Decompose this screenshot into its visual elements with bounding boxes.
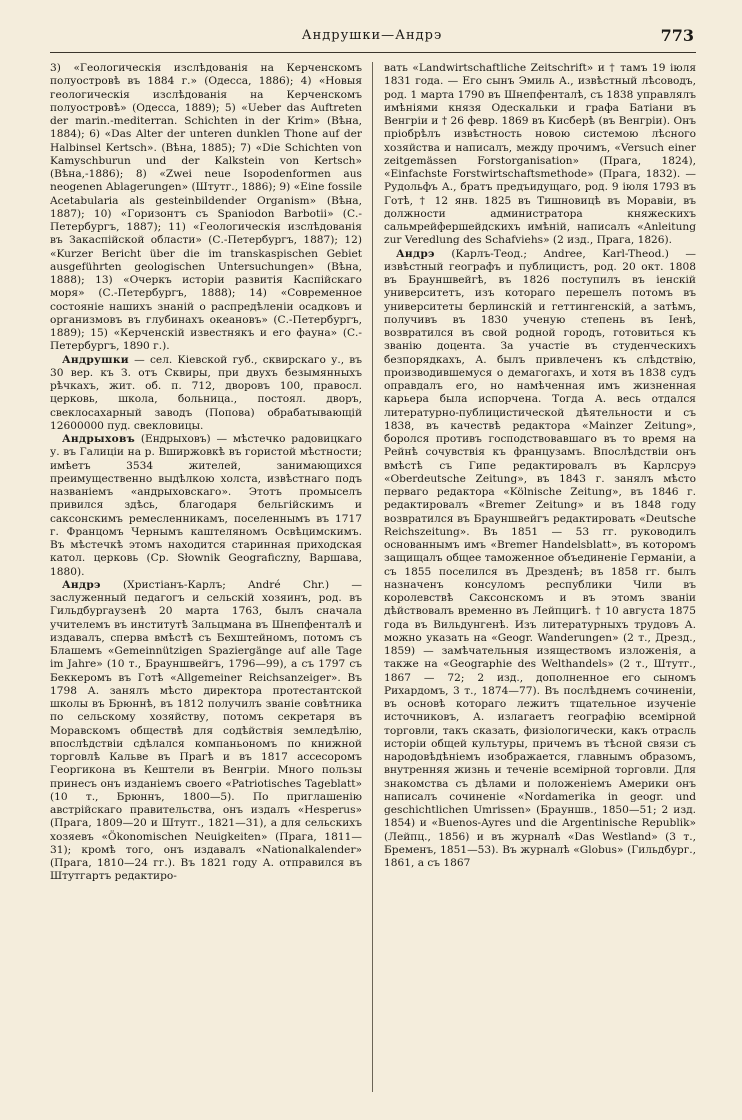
headword: Андрэ [62,578,101,591]
entry-text: — сел. Кіевской губ., сквирскаго у., въ 30 вер. къ З. отъ Сквиры, при двухъ безымянныхъ рѣчкахъ, жит. об. п. 712, дворовъ 100, правосл. церковь, школа, больница., постоял. дворъ, свеклосахарный заводъ (Попова) обрабатывающій 12600000 пуд. свекловицы. [50,353,362,432]
column-divider [372,62,373,1092]
entry-andre-karl [384,248,696,871]
continued-paragraph: 3) «Геологическія изслѣдованія на Керченскомъ полуостровѣ въ 1884 г.» (Одесса, 1886); 4) «Новыя геологическія изслѣдованія на Керченскомъ полуостровѣ» (Одесса, 1889); 5) «Ueber das Auftreten der marin.-mediterran. Schichten in der Krim» (Вѣна, 1884); 6) «Das Alter der unteren dunklen Thone auf der Halbinsel Kertsch». (Вѣна, 1885); 7) «Die Schichten von Kamyschburun und der Kalkstein von Kertsch» (Вѣна,-1886); 8) «Zwei neue Isopodenformen aus neogenen Ablagerungen» (Штутг., 1886); 9) «Eine fossile Acetabularia als gesteinbildender Organism» (Вѣна, 1887); 10) «Горизонтъ съ Spaniodon Barbotii» (С.-Петербургъ, 1887); 11) «Геологическія изслѣдованія въ Закаспійской области» (С.-Петербургъ, 1887); 12) «Kurzer Bericht über die im transkaspischen Gebiet ausgeführten geologischen Untersuchungen» (Вѣна, 1888); 13) «Очеркъ исторіи развитія Каспійскаго моря» (С.-Петербургъ, 1888); 14) «Современное состояніе нашихъ знаній о распредѣленіи осадковъ и организмовъ въ глубинахъ океановъ» (С.-Петербургъ, 1889); 15) «Керченскій известнякъ и его фауна» (С.-Петербургъ, 1890 г.). [50,62,362,353]
headword: Андрэ [396,247,435,260]
left-column [50,62,362,1102]
entry-text: (Карлъ-Теод.; Andree, Karl-Theod.) — извѣстный географъ и публицистъ, род. 20 окт. 1808 въ Брауншвейгѣ, въ 1826 поступилъ въ іенскій университетъ, изъ котораго перешелъ потомъ въ университеты берлинскій и геттингенскій, а затѣмъ, получивъ въ 1830 ученую степень въ Іенѣ, возвратился въ свой родной городъ, готовиться къ званію доцента. За участіе въ студенческихъ безпорядкахъ, А. былъ привлеченъ къ слѣдствію, производившемуся о демагогахъ, и хотя въ 1838 судъ оправдалъ его, но намѣченная имъ жизненная карьера была испорчена. Тогда А. весь отдался литературно-публицистической дѣятельности и съ 1838, въ качествѣ редактора «Mainzer Zeitung», боролся противъ господствовавшаго въ то время на Рейнѣ сочувствія къ французамъ. Впослѣдствіи онъ вмѣстѣ съ Гипе редактировалъ въ Карлсруэ «Oberdeutsche Zeitung», въ 1843 г. занялъ мѣсто перваго редактора «Kölnische Zeitung», въ 1846 г. редактировалъ «Bremer Zeitung» и въ 1848 году возвратился въ Брауншвейгъ редактировать «Deutsche Reichszeitung». Въ 1851 — 53 гг. руководилъ основаннымъ имъ «Bremer Handelsblatt», въ которомъ защищалъ общее таможенное объединеніе Германіи, а съ 1855 поселился въ Дрезденѣ; въ 1858 гг. былъ назначенъ консуломъ республики Чили въ королевствѣ Саксонскомъ и въ этомъ званіи дѣйствовалъ временно въ Лейпцигѣ. † 10 августа 1875 года въ Вильдунгенѣ. Изъ литературныхъ трудовъ А. можно указать на «Geogr. Wanderungen» (2 т., Дрезд., 1859) — замѣчательныя изяществомъ изложенія, а также на «Geographie des Welthandels» (2 т., Штутг., 1867 — 72; 2 изд., дополненное его сыномъ Рихардомъ, 3 т., 1874—77). Въ послѣднемъ сочиненіи, въ основѣ котораго лежитъ тщательное изученіе источниковъ, А. излагаетъ географію всемірной торговли, такъ сказать, физіологически, какъ отрасль исторіи общей культуры, причемъ въ тѣсной связи съ народовѣдѣніемъ изображается, главнымъ образомъ, внутренняя жизнь и теченіе всемірной торговли. Для знакомства съ дѣлами и положеніемъ Америки онъ написалъ сочиненіе «Nordamerika in geogr. und geschichtlichen Umrissen» (Брауншв., 1850—51; 2 изд. 1854) и «Buenos-Ayres und die Argentinische Republik» (Лейпц., 1856) и въ журналѣ «Das Westland» (3 т., Бременъ, 1851—53). Въ журналѣ «Globus» (Гильдбург., 1861, а съ 1867 [384,247,696,869]
headword: Андрыховъ [62,433,136,445]
running-head: Андрушки—Андрэ [301,28,443,43]
entry-andrushki [50,354,362,434]
entry-text: (Христіанъ-Карлъ; André Chr.) — заслуженный педагогъ и сельскій хозяинъ, род. въ Гильдбургаузенѣ 20 марта 1763, былъ сначала учителемъ въ институтѣ Зальцмана въ Шнепфенталѣ и издавалъ, сперва вмѣстѣ съ Бехштейномъ, потомъ съ Блашемъ «Gemeinnützigen Spaziergänge auf alle Tage im Jahre» (10 т., Брауншвейгъ, 1796—99), а съ 1797 съ Беккеромъ въ Готѣ «Allgemeiner Reichsanzeiger». Въ 1798 А. занялъ мѣсто директора протестантской школы въ Брюннѣ, въ 1812 получилъ званіе совѣтника по сельскому хозяйству, потомъ секретаря въ Моравскомъ обществѣ для содѣйствія земледѣлію, впослѣдствіи сдѣлался компаньономъ по книжной торговлѣ Кальве въ Прагѣ и въ 1817 ассесоромъ Георгикона въ Кештели въ Венгріи. Много пользы принесъ онъ изданіемъ своего «Patriotisches Tageblatt» (10 т., Брюннъ, 1800—5). По приглашенію австрійскаго правительства, онъ издалъ «Hesperus» (Прага, 1809—20 и Штутг., 1821—31), а для сельскихъ хозяевъ «Ökonomischen Neuigkeiten» (Прага, 1811—31); кромѣ того, онъ издавалъ «Nationalkalender» (Прага, 1810—24 гг.). Въ 1821 году А. отправился въ Штутгартъ редактиро- [50,578,362,883]
entry-andrykhov [50,433,362,579]
right-column [384,62,696,1102]
entry-text: (Ендрыховъ) — мѣстечко радовицкаго у. въ Галиціи на р. Вширжовкѣ въ гористой мѣстности; имѣетъ 3534 жителей, занимающихся преимущественно выдѣлкою холста, извѣстнаго подъ названіемъ «андрыховскаго». Этотъ промыселъ привился здѣсь, благодаря бельгійскимъ и саксонскимъ ремесленникамъ, поселеннымъ въ 1717 г. Францомъ Чернымъ каштеляномъ Освѣцимскимъ. Въ мѣстечкѣ этомъ находится старинная приходская катол. церковь (Ср. Słownik Geograficzny, Варшава, 1880). [50,433,362,578]
entry-andre-christian [50,579,362,884]
header-rule [50,52,696,53]
headword: Андрушки [62,353,129,366]
page-number: 773 [660,26,694,45]
continued-paragraph: вать «Landwirtschaftliche Zeitschrift» и † тамъ 19 іюля 1831 года. — Его сынъ Эмиль А., извѣстный лѣсоводъ, род. 1 марта 1790 въ Шнепфенталѣ, съ 1838 управлялъ имѣніями князя Одескальки и графа Батіани въ Венгріи и † 26 февр. 1869 въ Кисберѣ (въ Венгріи). Онъ пріобрѣлъ извѣстность новою системою лѣсного хозяйства и написалъ, между прочимъ, «Versuch einer zeitgemässen Forstorganisation» (Прага, 1824), «Einfachste Forstwirtschaftsmethode» (Прага, 1832). — Рудольфъ А., братъ предъидущаго, род. 9 іюля 1793 въ Готѣ, † 12 янв. 1825 въ Тишновицѣ въ Моравіи, въ должности администратора княжескихъ сальмрейфершейдскихъ имѣній, написалъ «Anleitung zur Veredlung des Schafviehs» (2 изд., Прага, 1826). [384,62,696,247]
